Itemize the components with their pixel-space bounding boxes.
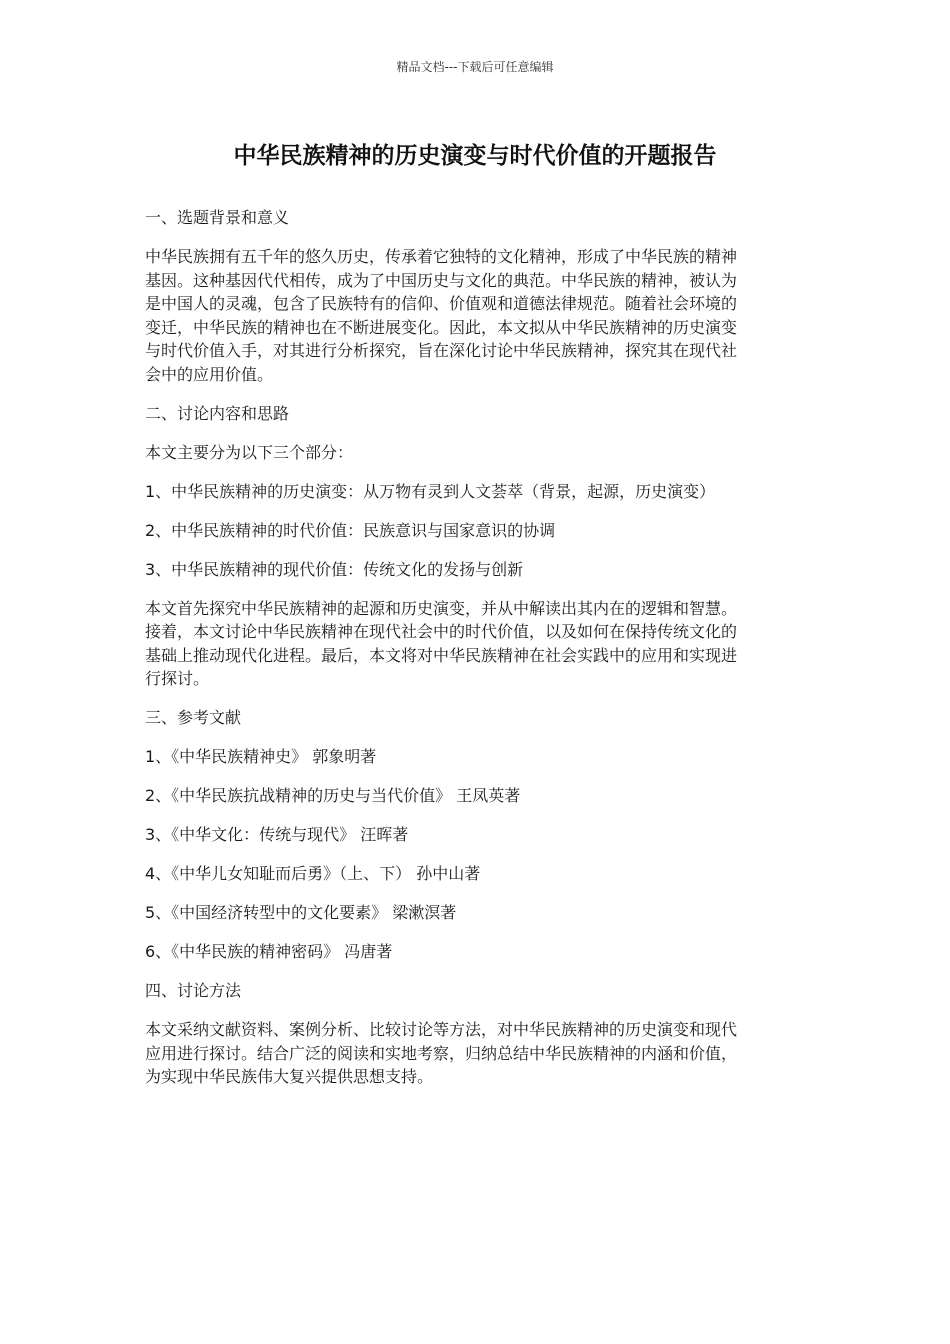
paragraph-line: 接着，本文讨论中华民族精神在现代社会中的时代价值，以及如何在保持传统文化的 bbox=[145, 622, 738, 641]
paragraph-line: 基础上推动现代化进程。最后，本文将对中华民族精神在社会实践中的应用和实现进 bbox=[145, 645, 738, 665]
document-body bbox=[145, 206, 797, 1089]
reference-item: 4、《中华儿女知耻而后勇》（上、下） 孙中山著 bbox=[145, 864, 481, 883]
section-heading-background: 一、选题背景和意义 bbox=[145, 208, 290, 227]
paragraph-line: 中华民族拥有五千年的悠久历史，传承着它独特的文化精神，形成了中华民族的精神 bbox=[145, 247, 738, 266]
paragraph-line: 本文采纳文献资料、案例分析、比较讨论等方法，对中华民族精神的历史演变和现代 bbox=[145, 1020, 738, 1039]
paragraph-line: 为实现中华民族伟大复兴提供思想支持。 bbox=[145, 1067, 434, 1086]
document-title: 中华民族精神的历史演变与时代价值的开题报告 bbox=[233, 143, 717, 169]
paragraph-line: 应用进行探讨。结合广泛的阅读和实地考察，归纳总结中华民族精神的内涵和价值， bbox=[145, 1043, 738, 1063]
reference-item: 5、《中国经济转型中的文化要素》 梁漱溟著 bbox=[145, 903, 457, 922]
background-paragraph bbox=[145, 245, 797, 386]
reference-item: 6、《中华民族的精神密码》 冯唐著 bbox=[145, 942, 393, 961]
section-heading-references: 三、参考文献 bbox=[145, 708, 242, 727]
paragraph-line: 与时代价值入手，对其进行分析探究，旨在深化讨论中华民族精神，探究其在现代社 bbox=[145, 341, 738, 360]
section-heading-content: 二、讨论内容和思路 bbox=[145, 403, 290, 423]
paragraph-line: 是中国人的灵魂，包含了民族特有的信仰、价值观和道德法律规范。随着社会环境的 bbox=[145, 294, 738, 313]
reference-item: 1、《中华民族精神史》 郭象明著 bbox=[145, 747, 377, 766]
reference-item: 2、《中华民族抗战精神的历史与当代价值》 王凤英著 bbox=[145, 786, 521, 805]
content-item: 1、中华民族精神的历史演变：从万物有灵到人文荟萃（背景，起源，历史演变） bbox=[145, 481, 716, 501]
paragraph-line: 基因。这种基因代代相传，成为了中国历史与文化的典范。中华民族的精神，被认为 bbox=[145, 270, 738, 290]
paragraph-line: 行探讨。 bbox=[145, 669, 210, 688]
content-item: 2、中华民族精神的时代价值：民族意识与国家意识的协调 bbox=[145, 520, 556, 540]
page-header-note: 精品文档---下载后可任意编辑 bbox=[396, 60, 554, 74]
content-item: 3、中华民族精神的现代价值：传统文化的发扬与创新 bbox=[145, 559, 524, 579]
content-intro: 本文主要分为以下三个部分： bbox=[145, 442, 354, 462]
section-heading-methods: 四、讨论方法 bbox=[145, 981, 242, 1000]
methods-paragraph bbox=[145, 1018, 797, 1089]
paragraph-line: 变迁，中华民族的精神也在不断进展变化。因此，本文拟从中华民族精神的历史演变 bbox=[145, 317, 738, 337]
paragraph-line: 本文首先探究中华民族精神的起源和历史演变，并从中解读出其内在的逻辑和智慧。 bbox=[145, 598, 738, 618]
approach-paragraph bbox=[145, 597, 797, 691]
paragraph-line: 会中的应用价值。 bbox=[145, 364, 274, 384]
reference-item: 3、《中华文化：传统与现代》 汪晖著 bbox=[145, 825, 409, 844]
